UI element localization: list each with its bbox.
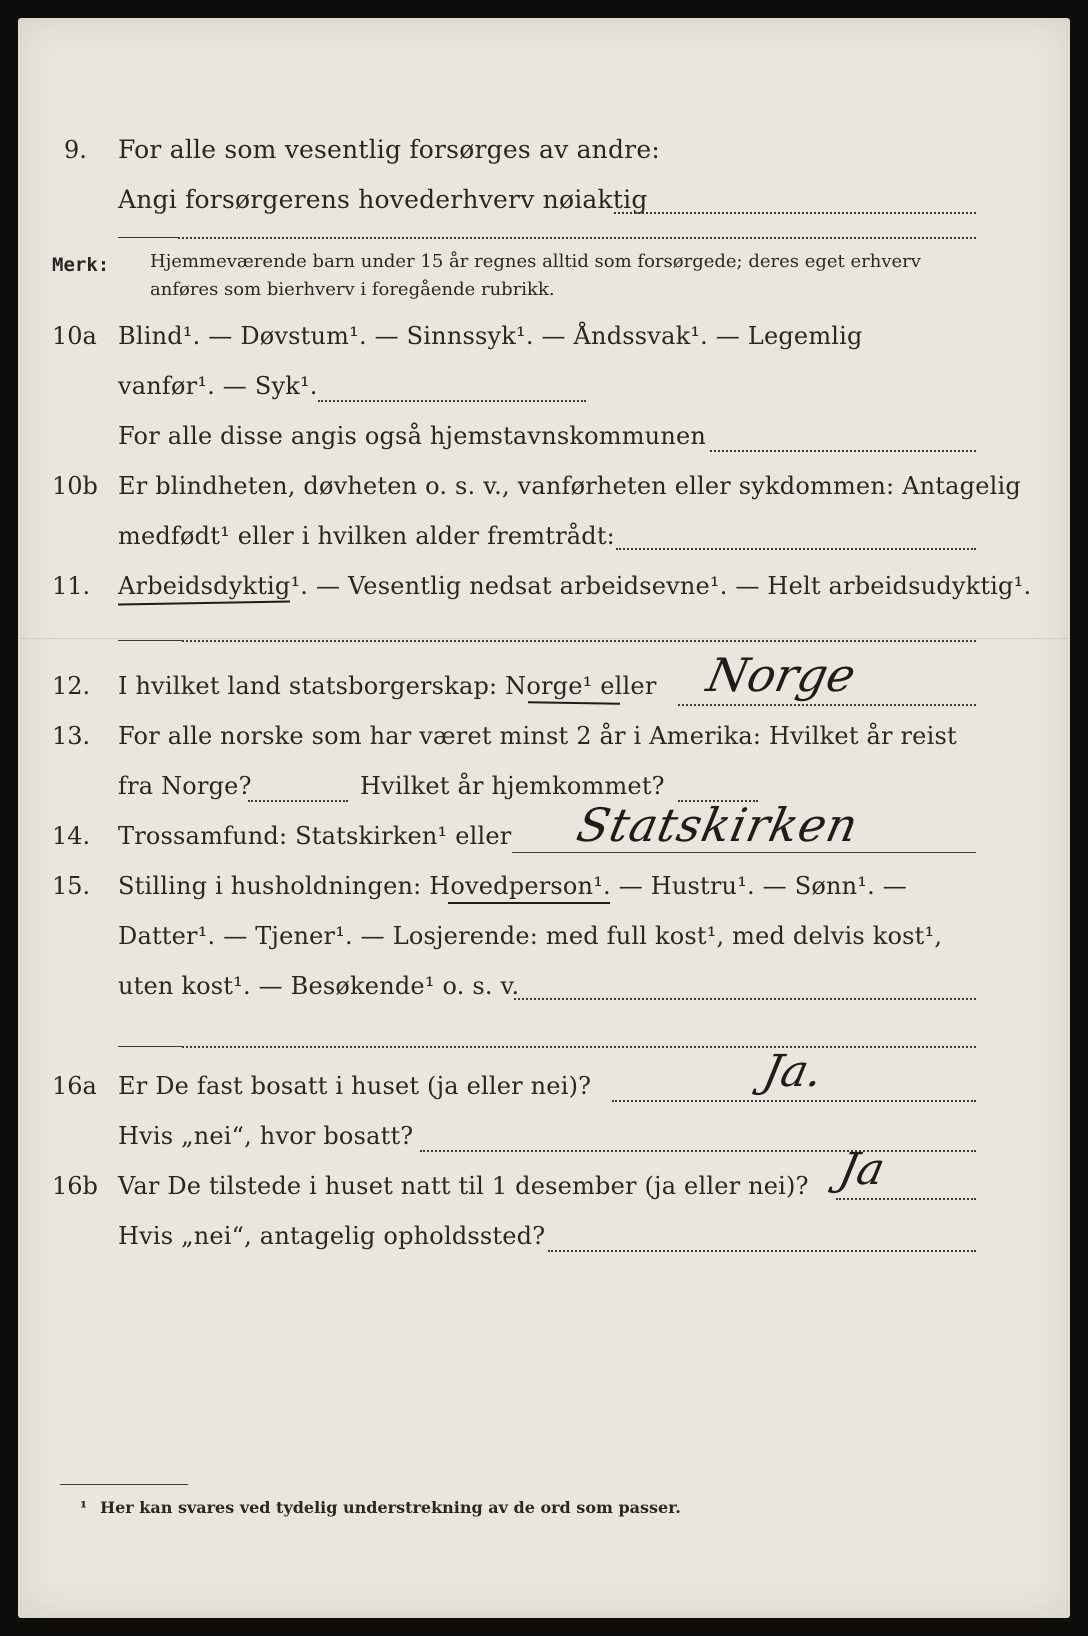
handwritten-answer-14: Statskirken (572, 798, 864, 852)
handwritten-answer-12: Norge (702, 648, 861, 702)
question-12-line-1: I hvilket land statsborgerskap: Norge¹ eller (118, 672, 657, 700)
question-10b-number: 10b (52, 472, 98, 500)
separator-short (118, 640, 182, 641)
merk-line-2: anføres som bierhverv i foregående rubrikk. (150, 279, 555, 300)
merk-line-1: Hjemmeværende barn under 15 år regnes alltid som forsørgede; deres eget erhverv (150, 251, 921, 272)
answer-line-16b[interactable] (836, 1198, 976, 1200)
census-form-page (18, 18, 1070, 1618)
answer-line-16b-opholdssted[interactable] (548, 1250, 976, 1252)
question-10a-line-2: vanfør¹. — Syk¹. (118, 372, 318, 400)
separator-short (118, 1046, 182, 1047)
question-10a-line-3: For alle disse angis også hjemstavnskommunen (118, 422, 707, 450)
merk-label: Merk: (52, 254, 110, 276)
footnote-marker: ¹ (80, 1498, 88, 1517)
answer-line-10a-kommune[interactable] (710, 450, 976, 452)
question-15-line-1: Stilling i husholdningen: Hovedperson¹. — Hustru¹. — Sønn¹. — (118, 872, 907, 900)
answer-line-9[interactable] (614, 212, 976, 214)
question-10a-line-1: Blind¹. — Døvstum¹. — Sinnssyk¹. — Åndssvak¹. — Legemlig (118, 322, 863, 350)
question-14-number: 14. (52, 822, 91, 850)
question-12-number: 12. (52, 672, 91, 700)
question-13-number: 13. (52, 722, 91, 750)
question-15-line-2: Datter¹. — Tjener¹. — Losjerende: med full kost¹, med delvis kost¹, (118, 922, 943, 950)
answer-underline-hovedperson (448, 902, 610, 904)
question-10b-line-2: medfødt¹ eller i hvilken alder fremtrådt: (118, 522, 615, 550)
question-15-line-3: uten kost¹. — Besøkende¹ o. s. v. (118, 972, 520, 1000)
question-9-number: 9. (64, 136, 87, 164)
question-9-line-1: For alle som vesentlig forsørges av andre: (118, 135, 660, 164)
question-11-line-1: Arbeidsdyktig¹. — Vesentlig nedsat arbeidsevne¹. — Helt arbeidsudyktig¹. (118, 572, 1032, 600)
question-13-line-2a: fra Norge? (118, 772, 252, 800)
handwritten-answer-16a: Ja. (758, 1046, 828, 1097)
footnote-text: Her kan svares ved tydelig understrekning av de ord som passer. (100, 1498, 681, 1517)
handwritten-answer-16b: Ja (834, 1144, 890, 1195)
separator-short (118, 237, 178, 238)
question-10b-line-1: Er blindheten, døvheten o. s. v., vanførheten eller sykdommen: Antagelig (118, 472, 1021, 500)
answer-line-12[interactable] (678, 704, 976, 706)
question-14-line-1: Trossamfund: Statskirken¹ eller (118, 822, 512, 850)
answer-line-15[interactable] (514, 998, 976, 1000)
answer-line-13-reist[interactable] (248, 800, 348, 802)
question-16a-number: 16a (52, 1072, 97, 1100)
question-9-line-2: Angi forsørgerens hovederhverv nøiaktig (118, 185, 648, 214)
question-10a-number: 10a (52, 322, 97, 350)
answer-line-10a[interactable] (318, 400, 586, 402)
question-15-number: 15. (52, 872, 91, 900)
paper-fold (18, 638, 1070, 639)
question-16a-line-2: Hvis „nei“, hvor bosatt? (118, 1122, 414, 1150)
question-13-line-1: For alle norske som har været minst 2 år i Amerika: Hvilket år reist (118, 722, 957, 750)
answer-line-16a-bosatt[interactable] (420, 1150, 976, 1152)
question-11-number: 11. (52, 572, 91, 600)
question-16b-number: 16b (52, 1172, 98, 1200)
answer-line-15b[interactable] (182, 1046, 976, 1048)
answer-line-16a[interactable] (612, 1100, 976, 1102)
answer-line-10b[interactable] (616, 548, 976, 550)
question-13-line-2b: Hvilket år hjemkommet? (360, 772, 665, 800)
answer-line-14[interactable] (512, 852, 976, 853)
answer-line-11[interactable] (182, 640, 976, 642)
question-16b-line-2: Hvis „nei“, antagelig opholdssted? (118, 1222, 546, 1250)
answer-line-9b[interactable] (178, 237, 976, 239)
question-16b-line-1: Var De tilstede i huset natt til 1 desember (ja eller nei)? (118, 1172, 809, 1200)
footnote-rule (60, 1484, 188, 1485)
question-16a-line-1: Er De fast bosatt i huset (ja eller nei)? (118, 1072, 592, 1100)
